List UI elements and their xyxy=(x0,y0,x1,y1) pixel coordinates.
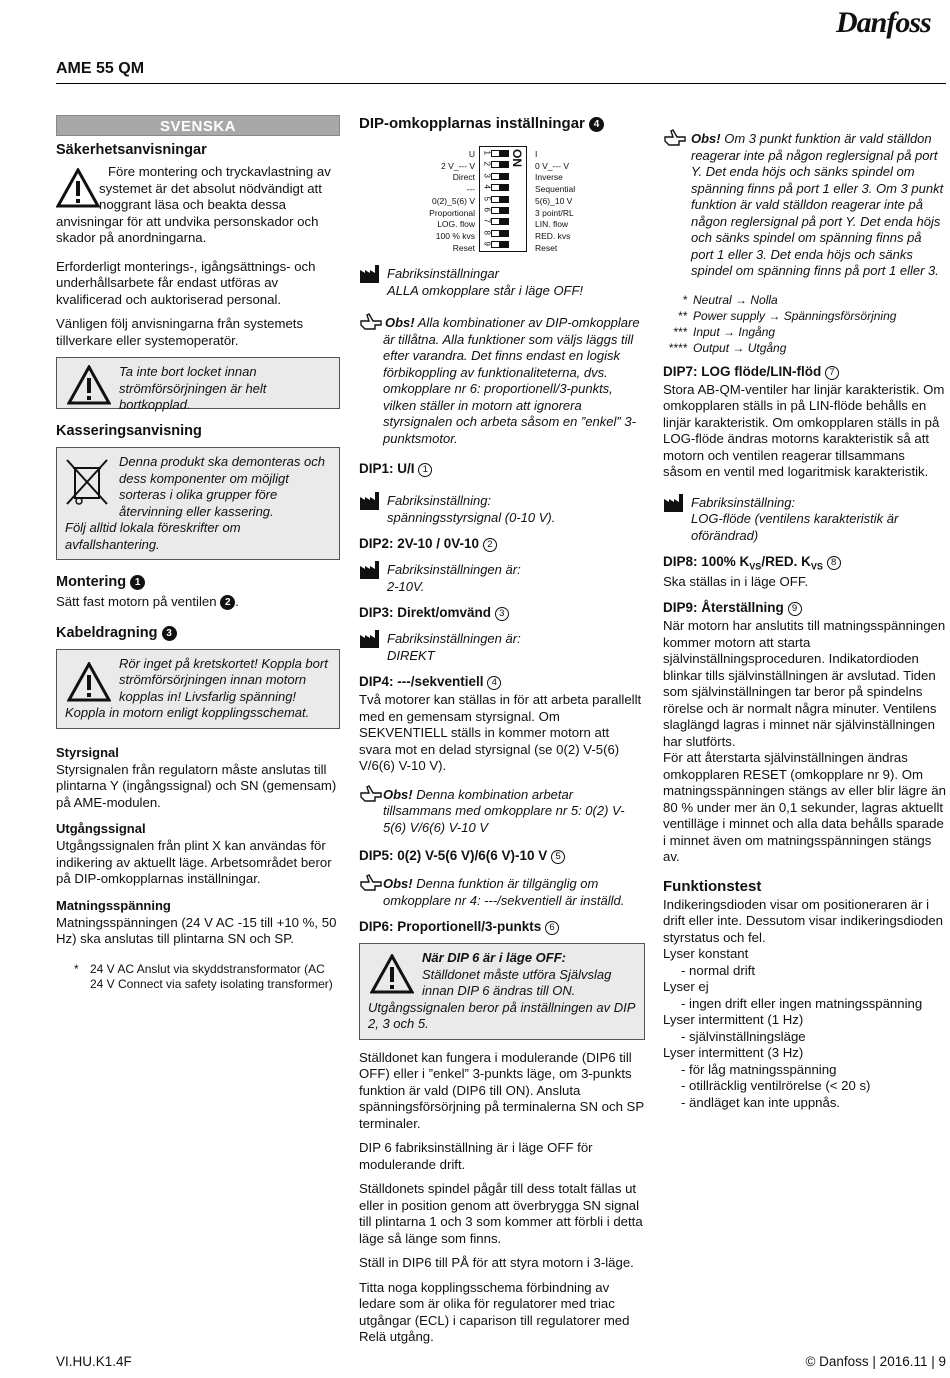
legend-text: Output → Utgång xyxy=(693,340,787,355)
dip1-title: DIP1: U/I xyxy=(359,461,415,476)
dip-right-label: LIN. flow xyxy=(535,219,569,230)
column-middle xyxy=(359,115,645,1354)
control-signal-text: Styrsignalen från regulatorn måste anslutas till plintarna Y (ingångssignal) och SN (gemensam) på AME-modulen. xyxy=(56,761,337,810)
dip6-paragraph-5: Titta noga kopplingsschema förbindning av ledare som är olika för regulatorer med triac utgångar (ECL) i caparison till regulatorer med Relä utgång. xyxy=(359,1279,630,1344)
disposal-box xyxy=(56,447,340,560)
warning-icon xyxy=(67,662,111,702)
footnote xyxy=(56,962,340,992)
dip6-paragraph-2: DIP 6 fabriksinställning är i läge OFF för modulerande drift. xyxy=(359,1140,593,1172)
dip-switch xyxy=(483,161,511,170)
legend-text: Input → Ingång xyxy=(693,324,776,339)
warning-dip6-text-2: Utgångssignalen beror på inställningen av DIP 2, 3 och 5. xyxy=(368,999,635,1031)
obs-note-2 xyxy=(359,787,645,837)
dip-switch-knob xyxy=(499,174,508,179)
dip-switch-number: 4 xyxy=(482,184,492,190)
dip-switch-toggle xyxy=(491,218,509,225)
dip-right-label: Sequential xyxy=(535,184,576,195)
footnote-star: * xyxy=(74,961,79,976)
dip-switch-number: 2 xyxy=(482,161,492,167)
dip-right-labels xyxy=(535,149,575,254)
warning-box-dip6 xyxy=(359,943,645,1040)
dip8-text: Ska ställas in i läge OFF. xyxy=(663,573,809,589)
function-state-item: - ändläget kan inte uppnås. xyxy=(681,1094,841,1110)
dip9-ref: 9 xyxy=(788,602,802,616)
dip-right-label: Inverse xyxy=(535,172,563,183)
dip-switch xyxy=(483,150,511,159)
function-test-list xyxy=(663,946,946,1111)
function-state-item: - för låg matningsspänning xyxy=(681,1061,837,1077)
obs-note-3 xyxy=(359,876,645,909)
dip2-factory xyxy=(359,562,645,595)
dip4-heading xyxy=(359,674,645,690)
dip-switch-toggle xyxy=(491,230,509,237)
copyright-page: © Danfoss | 2016.11 | 9 xyxy=(805,1354,946,1369)
dip-switch-number: 1 xyxy=(482,150,492,155)
dip-left-label: U xyxy=(468,149,475,159)
dip-switch xyxy=(483,230,511,239)
dip-switch-diagram xyxy=(359,146,645,256)
dip-switch-toggle xyxy=(491,207,509,214)
dip3-ref: 3 xyxy=(495,607,509,621)
function-state-item: - självinställningsläge xyxy=(681,1028,806,1044)
output-signal-text: Utgångssignalen från plint X kan användas för indikering av aktuellt läge. Arbetsområdet beror på DIP-omkopplarnas inställningar. xyxy=(56,838,332,886)
dip8-title-a: DIP8: 100% K xyxy=(663,554,750,569)
dip-switch xyxy=(483,196,511,205)
document-code: VI.HU.K1.4F xyxy=(56,1354,132,1369)
dip3-title: DIP3: Direkt/omvänd xyxy=(359,605,492,620)
dip-switch-number: 7 xyxy=(482,218,492,224)
dip3-factory-value: DIREKT xyxy=(387,647,435,663)
warning-dip6-text: Ställdonet måste utföra Självslag innan DIP 6 ändras till ON. xyxy=(422,966,612,998)
dip-switch-knob xyxy=(499,162,508,167)
pointing-hand-icon xyxy=(359,311,383,331)
warning-cover-text: Ta inte bort locket innan strömförsörjningen är helt bortkopplad. xyxy=(119,364,267,412)
dip2-factory-title: Fabriksinställningen är: xyxy=(387,562,521,577)
dip7-title: DIP7: LOG flöde/LIN-flöd xyxy=(663,363,822,379)
column-right xyxy=(663,115,946,1111)
dip-right-label: 5(6)_10 V xyxy=(535,195,573,206)
brand-logo: Danfoss xyxy=(836,6,931,39)
dip-right-label: Reset xyxy=(535,242,558,253)
dip-left-label: 2 V_--- V xyxy=(440,160,475,171)
obs-note-3point xyxy=(663,131,946,280)
dip-switch-toggle xyxy=(491,241,509,248)
dip-left-label: --- xyxy=(466,184,475,195)
dip7-ref: 7 xyxy=(825,366,839,380)
pointing-hand-icon xyxy=(359,872,383,892)
dip4-text: Två motorer kan ställas in för att arbeta parallellt med en gemensam styrsignal. Om SEKVENTIELL ställs in kommer motorn att svara mot en delad styrsignal (se 0(2) V-5(6) V/6(6) V-10 V). xyxy=(359,692,642,773)
dip1-heading xyxy=(359,461,645,477)
mounting-ref-badge: 1 xyxy=(130,575,145,590)
dip9-title: DIP9: Återställning xyxy=(663,600,784,616)
dip3-factory-title: Fabriksinställningen är: xyxy=(387,631,521,646)
dip-switch-toggle xyxy=(491,184,509,191)
dip-switch-number: 8 xyxy=(482,230,492,235)
dip8-sub-2: VS xyxy=(810,561,823,572)
dip7-factory xyxy=(663,495,946,545)
safety-heading: Säkerhetsanvisningar xyxy=(56,142,207,158)
function-test-text: Indikeringsdioden visar om positioneraren är i drift eller inte. Dessutom visar indikeringsdioden styrstatus och fel. xyxy=(663,896,943,945)
safety-line-3: noggrant läsa och beakta dessa xyxy=(99,197,286,212)
dip6-title: DIP6: Proportionell/3-punkts xyxy=(359,919,542,934)
factory-icon xyxy=(359,560,381,580)
factory-icon xyxy=(663,493,685,513)
factory-settings-note xyxy=(359,266,645,299)
factory-icon xyxy=(359,491,381,511)
dip-switch xyxy=(483,241,511,250)
obs-label: Obs! xyxy=(385,315,415,330)
dip-heading xyxy=(359,115,645,132)
function-state-item: - normal drift xyxy=(681,962,756,978)
dip8-sub-1: VS xyxy=(749,561,762,572)
personnel-text: Erforderligt monterings-, igångsättnings- och underhållsarbete får endast utföras av kvalificerad och auktoriserad personal. xyxy=(56,258,316,307)
function-state: Lyser konstant xyxy=(663,946,749,962)
warning-icon xyxy=(67,365,111,405)
function-test-heading: Funktionstest xyxy=(663,877,762,895)
dip-switch-number: 5 xyxy=(482,196,492,201)
dip-switch-toggle xyxy=(491,173,509,180)
dip-right-label: I xyxy=(535,149,538,159)
mounting-text-label: Sätt fast motorn på ventilen xyxy=(56,594,217,609)
dip7-factory-title: Fabriksinställning: xyxy=(691,494,796,510)
dip2-title: DIP2: 2V-10 / 0V-10 xyxy=(359,536,480,551)
cabling-heading xyxy=(56,625,340,641)
warning-dip6-head: När DIP 6 är i läge OFF: xyxy=(422,950,567,965)
legend-row xyxy=(663,324,946,340)
cabling-title: Kabeldragning xyxy=(56,624,158,641)
disposal-text: Denna produkt ska demonteras och dess komponenter om möjligt sorteras i olika grupper före återvinning eller kassering. xyxy=(119,454,325,519)
dip1-factory-title: Fabriksinställning: xyxy=(387,493,492,508)
function-state: Lyser intermittent (1 Hz) xyxy=(663,1012,804,1028)
dip9-text-2: För att återstarta självinställningen ändras omkopplaren RESET (omkopplare nr 9). Om matningsspänningen stängs av eller blir lägre än 80 % under mer än 0,1 sekunder, lagras aktuellt ventilläge i minnet och alla data behålls sparade i minnet även om matningsspänningen stängs av. xyxy=(663,750,946,865)
warning-box-cabling xyxy=(56,649,340,729)
obs-text-2: Denna kombination arbetar tillsammans med omkopplare nr 5: 0(2) V-5(6) V/6(6) V-10 V xyxy=(383,786,625,835)
dip-switch-toggle xyxy=(491,161,509,168)
mounting-title: Montering xyxy=(56,574,127,590)
safety-block xyxy=(56,164,340,247)
dip-switch xyxy=(483,184,511,193)
dip9-heading xyxy=(663,600,946,616)
footnote-text: 24 V AC Anslut via skyddstransformator (AC 24 V Connect via safety isolating transformer) xyxy=(90,961,333,991)
dip6-paragraph-1: Ställdonet kan fungera i modulerande (DIP6 till OFF) eller i ”enkel” 3-punkts läge, om 3-punkts funktion är vald (DIP6 till ON). Ansluta spänningsförsörjning på terminalerna SN och SP terminaler. xyxy=(359,1049,644,1131)
legend-star: * xyxy=(682,292,687,307)
dip-title: DIP-omkopplarnas inställningar xyxy=(359,115,585,132)
legend-text: Power supply → Spänningsförsörjning xyxy=(693,308,897,323)
dip-switch-knob xyxy=(499,242,508,247)
legend-row xyxy=(663,308,946,324)
dip-right-label: 3 point/RL xyxy=(535,207,574,218)
dip-switch-knob xyxy=(499,151,508,156)
safety-line-1: Före montering och tryckavlastning av xyxy=(108,164,331,179)
warning-cabling-text-2: Koppla in motorn enligt kopplingsschemat. xyxy=(65,705,310,720)
output-signal-heading: Utgångssignal xyxy=(56,821,146,836)
dip-on-label: ON xyxy=(510,149,524,167)
dip5-heading xyxy=(359,848,645,864)
disposal-text-2: Följ alltid lokala föreskrifter om avfallshantering. xyxy=(65,520,241,552)
dip3-heading xyxy=(359,605,645,621)
obs-text-3: Denna funktion är tillgänglig om omkopplare nr 4: ---/sekventiell är inställd. xyxy=(383,876,625,908)
dip4-title: DIP4: ---/sekventiell xyxy=(359,674,484,689)
mounting-heading xyxy=(56,574,340,590)
terminal-legend xyxy=(663,292,946,356)
function-state-item: - ingen drift eller ingen matningsspänning xyxy=(681,995,923,1011)
dip-switch-block xyxy=(479,146,527,252)
dip-left-label: LOG. flow xyxy=(437,219,475,230)
legend-star: **** xyxy=(668,340,687,355)
dip-switch xyxy=(483,207,511,216)
dip5-ref: 5 xyxy=(551,850,565,864)
dip7-heading xyxy=(663,364,946,380)
dip-switch-toggle xyxy=(491,196,509,203)
dip5-title: DIP5: 0(2) V-5(6 V)/6(6 V)-10 V xyxy=(359,848,548,863)
dip1-factory-value: spänningsstyrsignal (0-10 V). xyxy=(387,509,556,525)
safety-line-2: systemet är det absolut nödvändigt att xyxy=(99,180,322,196)
dip-switch-knob xyxy=(499,208,508,213)
factory-title: Fabriksinställningar xyxy=(387,266,499,281)
legend-row xyxy=(663,292,946,308)
dip-switch xyxy=(483,218,511,227)
wheelie-bin-icon xyxy=(65,458,109,508)
dip-left-label: Reset xyxy=(452,242,475,253)
dip-ref-badge: 4 xyxy=(589,117,604,132)
dip3-factory xyxy=(359,631,645,664)
supply-heading: Matningsspänning xyxy=(56,897,171,913)
manufacturer-text: Vänligen följ anvisningarna från systemets tillverkare eller systemoperatör. xyxy=(56,316,304,348)
function-state: Lyser ej xyxy=(663,979,709,995)
column-left xyxy=(56,115,340,992)
language-banner: SVENSKA xyxy=(56,115,340,136)
dip-switch-knob xyxy=(499,185,508,190)
obs-text-1: Alla kombinationer av DIP-omkopplare är tillåtna. Alla funktioner som väljs läggs till efter varandra. Det finns endast en logisk förbikoppling av funktionaliteterna, dvs. omkopplare nr 6: proportionell/3-punkts, vilken ställer in motorn att ignorera styrsignalen och arbeta såsom en ”enkel” 3-punktsmotor. xyxy=(383,315,640,446)
mounting-text: Sätt fast motorn på ventilen 2 . xyxy=(56,594,239,609)
obs-label: Obs! xyxy=(383,786,413,802)
dip-switch-number: 3 xyxy=(482,173,492,178)
dip9-text: När motorn har anslutits till matningsspänningen kommer motorn att starta självinställningsproceduren. Indikatordioden blinkar tills självinställningen är avslutad. Tiden som självinställningen tar beror på spindelns rörelse och är normalt några minuter. Ventilens slaglängd lagras i minnet när självinställningen har slutförts. xyxy=(663,618,946,749)
warning-cabling-text: Rör inget på kretskortet! Koppla bort strömförsörjningen innan motorn kopplas in! Livsfarlig spänning! xyxy=(119,655,328,704)
dip-switch-knob xyxy=(499,219,508,224)
legend-star: ** xyxy=(677,308,687,323)
legend-text: Neutral → Nolla xyxy=(693,292,778,307)
dip-switch-number: 6 xyxy=(482,207,492,212)
dip4-ref: 4 xyxy=(487,676,501,690)
valve-ref-badge: 2 xyxy=(220,595,235,610)
cabling-ref-badge: 3 xyxy=(162,626,177,641)
dip2-ref: 2 xyxy=(483,538,497,552)
warning-icon xyxy=(370,954,414,994)
dip-switch-knob xyxy=(499,231,508,236)
obs-note-1 xyxy=(359,315,645,447)
control-signal-heading: Styrsignal xyxy=(56,744,119,760)
warning-icon xyxy=(56,168,100,208)
dip-left-label: 100 % kvs xyxy=(435,230,475,241)
safety-text: anvisningar för att undvika personskador och skador på anordningarna. xyxy=(56,213,319,245)
dip-left-label: Direct xyxy=(452,172,475,183)
dip8-heading xyxy=(663,554,946,572)
product-title: AME 55 QM xyxy=(56,60,145,77)
pointing-hand-icon xyxy=(359,783,383,803)
factory-icon xyxy=(359,264,381,284)
dip6-heading xyxy=(359,919,645,935)
dip-switch-knob xyxy=(499,197,508,202)
warning-box-cover xyxy=(56,357,340,412)
legend-star: *** xyxy=(672,324,687,339)
dip1-ref: 1 xyxy=(418,463,432,477)
function-state: Lyser intermittent (3 Hz) xyxy=(663,1045,804,1061)
legend-row xyxy=(663,340,946,356)
dip-switch-toggle xyxy=(491,150,509,157)
dip2-heading xyxy=(359,536,645,552)
dip-switch-number: 9 xyxy=(482,241,492,247)
obs-label: Obs! xyxy=(691,131,721,146)
disposal-heading: Kasseringsanvisning xyxy=(56,423,202,439)
dip-switch xyxy=(483,173,511,182)
dip1-factory xyxy=(359,493,645,526)
dip-right-label: RED. kvs xyxy=(535,230,571,241)
dip2-factory-value: 2-10V. xyxy=(387,578,425,594)
dip-left-labels xyxy=(359,149,475,254)
dip8-title-b: /RED. K xyxy=(761,554,811,569)
supply-text: Matningsspänningen (24 V AC -15 till +10 %, 50 Hz) ska anslutas till plintarna SN och SP. xyxy=(56,914,337,946)
obs-3point-text: Om 3 punkt funktion är vald ställdon reagerar inte på någon reglersignal på port Y. Det enda höjs och sänks spindel om spänning finns på port 1 eller 3. Om 3 punkt funktion är vald ställdon reagerar inte på någon reglersignal på port Y. Det enda höjs och sänks spindel om spänning finns på port 1 eller 3. Det enda höjs och sänks spindel om spänning finns på port 1 eller 3. xyxy=(691,131,944,278)
function-state-item: - otillräcklig ventilrörelse (< 20 s) xyxy=(681,1078,871,1094)
dip6-ref: 6 xyxy=(545,921,559,935)
factory-text: ALLA omkopplare står i läge OFF! xyxy=(387,282,584,298)
dip-left-label: Proportional xyxy=(429,207,475,218)
dip7-text: Stora AB-QM-ventiler har linjär karakteristik. Om omkopplaren ställs in på LIN-flöde behålls en linjär karakteristik. Om omkopplaren ställs in på LOG-flöde ändras motorns karakteristik så att motorn och ventilen reagerar tillsammans såsom en ventil med logaritmisk karakteristik. xyxy=(663,381,945,479)
dip6-paragraph-4: Ställ in DIP6 till PÅ för att styra motorn i 3-läge. xyxy=(359,1255,634,1270)
header-rule xyxy=(56,83,946,84)
dip7-factory-value: LOG-flöde (ventilens karakteristik är oförändrad) xyxy=(691,511,899,543)
dip6-paragraph-3: Ställdonets spindel pågår till dess totalt fällas ut eller in position genom att överbrygga SN signal till plintarna 1 och 3 som kommer att förbli i detta läge så länge som finns. xyxy=(359,1181,643,1246)
dip-right-label: 0 V_--- V xyxy=(535,160,570,171)
pointing-hand-icon xyxy=(663,127,687,147)
dip8-ref: 8 xyxy=(827,556,841,570)
obs-label: Obs! xyxy=(383,876,413,891)
factory-icon xyxy=(359,629,381,649)
dip-left-label: 0(2)_5(6) V xyxy=(432,195,475,206)
